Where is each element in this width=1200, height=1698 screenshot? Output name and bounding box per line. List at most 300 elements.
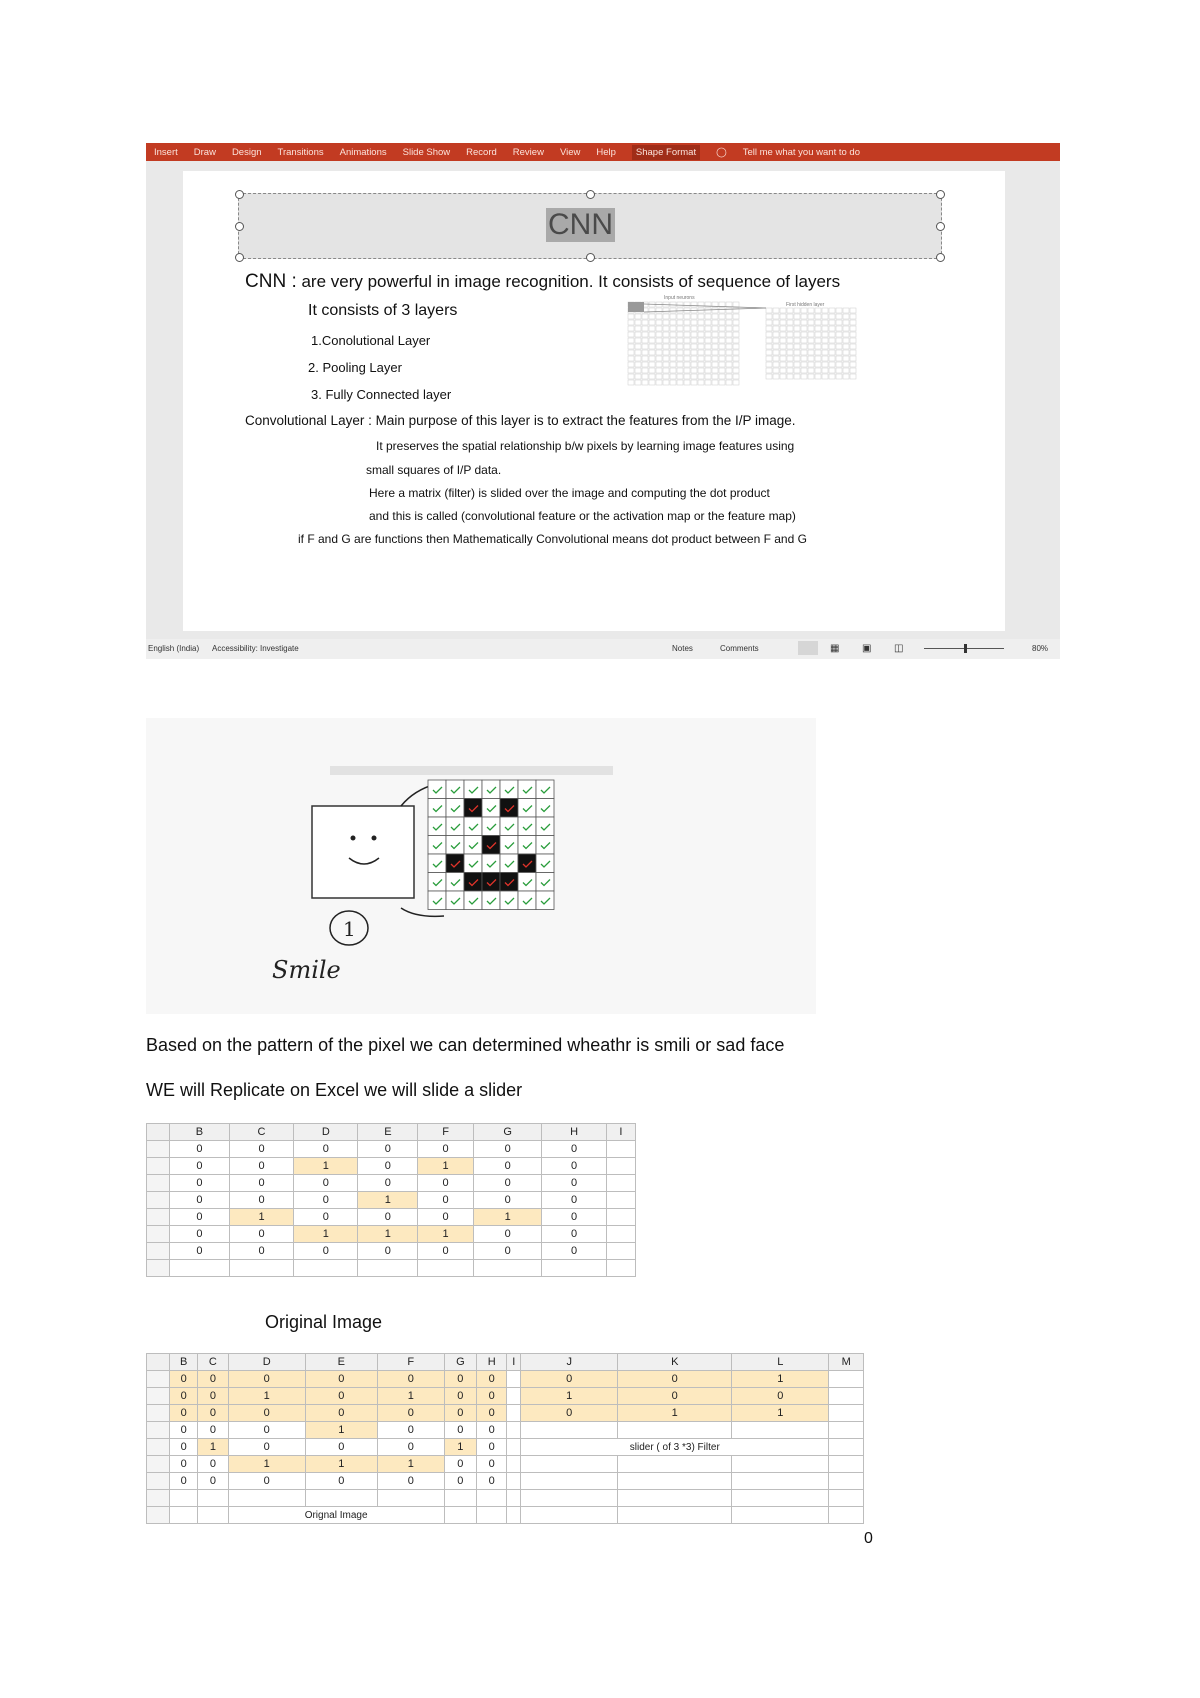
table-cell[interactable]: 0 [542,1158,606,1175]
tab-insert[interactable]: Insert [154,146,178,158]
neuron-cell [670,344,676,349]
resize-handle[interactable] [936,190,945,199]
table-cell[interactable] [732,1490,829,1507]
pixel-cell [518,836,536,855]
neuron-cell [628,380,634,385]
table-cell[interactable]: 1 [228,1388,305,1405]
table-cell[interactable]: 0 [229,1226,293,1243]
row-header[interactable] [147,1141,170,1158]
table-cell[interactable]: 1 [198,1439,228,1456]
column-header[interactable]: K [618,1354,732,1371]
table-cell[interactable]: 0 [418,1209,474,1226]
neuron-cell [794,356,800,361]
table-cell[interactable] [732,1456,829,1473]
table-cell[interactable] [829,1371,864,1388]
table-cell[interactable]: 0 [170,1405,198,1422]
drawing-canvas [146,718,816,1014]
row-header[interactable] [147,1405,170,1422]
table-cell[interactable] [829,1456,864,1473]
neuron-cell [815,332,821,337]
neuron-cell [766,362,772,367]
table-cell[interactable] [473,1260,542,1277]
table-cell[interactable]: 0 [418,1141,474,1158]
slideshow-icon[interactable]: ◫ [894,643,904,654]
table-cell[interactable]: 0 [521,1405,618,1422]
table-cell[interactable]: 0 [358,1243,418,1260]
column-header[interactable]: M [829,1354,864,1371]
table-cell[interactable]: 0 [170,1158,230,1175]
status-bar [146,639,1060,659]
table-row [147,1388,864,1405]
column-header[interactable]: C [198,1354,228,1371]
table-cell[interactable]: 0 [228,1473,305,1490]
table-cell[interactable]: 1 [228,1456,305,1473]
zoom-thumb[interactable] [964,644,967,653]
table-cell[interactable]: 1 [294,1226,358,1243]
row-header[interactable] [147,1226,170,1243]
column-header[interactable]: B [170,1354,198,1371]
table-cell[interactable]: 0 [444,1405,476,1422]
neuron-cell [843,356,849,361]
table-cell[interactable]: 0 [444,1371,476,1388]
table-cell[interactable]: 0 [377,1405,444,1422]
tab-shape-format[interactable]: Shape Format [632,145,700,160]
table-cell[interactable]: 0 [229,1141,293,1158]
table-cell[interactable] [377,1490,444,1507]
table-cell[interactable]: 0 [732,1388,829,1405]
neuron-cell [843,374,849,379]
tab-animations[interactable]: Animations [339,146,387,158]
table-cell[interactable]: 0 [473,1226,542,1243]
table-cell[interactable]: 1 [473,1209,542,1226]
table-cell[interactable] [521,1473,618,1490]
table-cell[interactable]: 0 [305,1405,377,1422]
table-cell[interactable]: 0 [305,1371,377,1388]
pixel-cell [500,854,518,873]
table-cell[interactable]: 0 [294,1243,358,1260]
table-cell[interactable] [170,1260,230,1277]
table-cell[interactable] [477,1507,507,1524]
row-header[interactable] [147,1422,170,1439]
comments-button[interactable]: Comments [720,644,759,653]
tab-record[interactable]: Record [466,146,497,158]
table-cell[interactable]: 0 [294,1141,358,1158]
table-cell[interactable]: 0 [542,1141,606,1158]
column-header[interactable]: G [473,1124,542,1141]
table-cell[interactable]: 0 [542,1209,606,1226]
table-cell[interactable]: 0 [477,1473,507,1490]
table-cell[interactable] [294,1260,358,1277]
result-value: 0 [864,1530,873,1547]
resize-handle[interactable] [936,253,945,262]
row-header[interactable] [147,1209,170,1226]
table-cell[interactable] [228,1490,305,1507]
table-cell[interactable]: 0 [305,1473,377,1490]
row-header[interactable] [147,1243,170,1260]
receptive-field [628,302,644,312]
neuron-cell [850,308,856,313]
table-cell[interactable] [521,1490,618,1507]
table-cell[interactable] [606,1141,635,1158]
table-cell[interactable]: 0 [229,1192,293,1209]
column-header[interactable]: B [170,1124,230,1141]
neuron-cell [780,344,786,349]
table-cell[interactable]: 0 [229,1175,293,1192]
table-cell[interactable]: 0 [618,1371,732,1388]
tab-view[interactable]: View [559,146,581,158]
neuron-cell [815,338,821,343]
table-cell[interactable]: 0 [198,1405,228,1422]
table-cell[interactable]: 0 [477,1371,507,1388]
bottom-label[interactable]: Orignal Image [228,1507,444,1524]
table-cell[interactable]: 0 [294,1175,358,1192]
table-cell[interactable] [829,1388,864,1405]
table-cell[interactable]: 0 [542,1192,606,1209]
column-header[interactable]: G [444,1354,476,1371]
tab-review[interactable]: Review [512,146,544,158]
table-cell[interactable] [229,1260,293,1277]
table-cell[interactable] [305,1490,377,1507]
corner-cell[interactable] [147,1124,170,1141]
table-cell[interactable] [618,1456,732,1473]
table-cell[interactable] [829,1422,864,1439]
table-cell[interactable]: 0 [477,1439,507,1456]
table-cell[interactable]: 0 [358,1158,418,1175]
neuron-cell [766,332,772,337]
table-cell[interactable]: 1 [358,1226,418,1243]
table-cell[interactable]: 0 [444,1422,476,1439]
neuron-cell [677,302,683,307]
table-cell[interactable] [618,1473,732,1490]
neuron-cell [691,362,697,367]
tab-design[interactable]: Design [231,146,262,158]
neuron-cell [712,374,718,379]
table-cell[interactable]: 1 [305,1422,377,1439]
filter-label[interactable]: slider ( of 3 *3) Filter [521,1439,829,1456]
tab-slide-show[interactable]: Slide Show [402,146,451,158]
table-cell[interactable]: 1 [732,1405,829,1422]
neuron-cell [628,338,634,343]
table-cell[interactable]: 0 [170,1209,230,1226]
table-cell[interactable]: 0 [473,1158,542,1175]
table-cell[interactable]: 1 [444,1439,476,1456]
table-cell[interactable] [418,1260,474,1277]
column-header[interactable]: H [542,1124,606,1141]
table-cell[interactable] [521,1422,618,1439]
table-cell[interactable]: 0 [170,1473,198,1490]
resize-handle[interactable] [586,253,595,262]
neuron-cell [656,374,662,379]
neuron-cell [719,326,725,331]
resize-handle[interactable] [235,190,244,199]
powerpoint-screenshot [146,143,1060,659]
table-cell[interactable]: 0 [542,1226,606,1243]
table-cell[interactable]: 0 [198,1388,228,1405]
row-header[interactable] [147,1473,170,1490]
neuron-cell [663,320,669,325]
neuron-cell [628,368,634,373]
column-header[interactable]: J [521,1354,618,1371]
table-cell[interactable]: 0 [229,1158,293,1175]
table-cell[interactable]: 0 [198,1422,228,1439]
table-cell[interactable]: 1 [618,1405,732,1422]
neuron-cell [850,344,856,349]
column-header[interactable]: D [228,1354,305,1371]
table-cell[interactable] [507,1388,521,1405]
table-cell[interactable]: 0 [170,1226,230,1243]
neuron-cell [726,350,732,355]
table-cell[interactable]: 0 [229,1243,293,1260]
column-header[interactable]: L [732,1354,829,1371]
table-cell[interactable]: 0 [228,1405,305,1422]
normal-view-icon[interactable] [798,641,818,655]
table-cell[interactable]: 0 [542,1243,606,1260]
column-header[interactable]: I [507,1354,521,1371]
table-cell[interactable]: 0 [294,1209,358,1226]
table-cell[interactable]: 0 [228,1422,305,1439]
row-header[interactable] [147,1158,170,1175]
neuron-cell [642,332,648,337]
neuron-cell [649,356,655,361]
table-cell[interactable]: 1 [521,1388,618,1405]
row-header[interactable] [147,1507,170,1524]
table-cell[interactable] [829,1405,864,1422]
table-cell[interactable] [198,1490,228,1507]
column-header[interactable]: C [229,1124,293,1141]
tab-draw[interactable]: Draw [193,146,216,158]
table-cell[interactable]: 1 [377,1388,444,1405]
table-cell[interactable]: 0 [170,1388,198,1405]
table-cell[interactable]: 0 [473,1192,542,1209]
table-cell[interactable] [521,1456,618,1473]
resize-handle[interactable] [235,222,244,231]
table-cell[interactable]: 1 [229,1209,293,1226]
table-cell[interactable] [507,1439,521,1456]
table-cell[interactable]: 0 [358,1175,418,1192]
neuron-cell [780,308,786,313]
table-cell[interactable]: 1 [418,1226,474,1243]
table-cell[interactable] [618,1490,732,1507]
column-header[interactable]: H [477,1354,507,1371]
neuron-cell [670,374,676,379]
tab-help[interactable]: Help [596,146,616,158]
neuron-cell [801,308,807,313]
pixel-cell [464,873,482,892]
resize-handle[interactable] [586,190,595,199]
eye-right [372,836,377,841]
table-cell[interactable]: 0 [377,1473,444,1490]
neuron-cell [794,308,800,313]
table-cell[interactable] [507,1507,521,1524]
table-cell[interactable] [829,1507,864,1524]
table-cell[interactable] [606,1192,635,1209]
table-cell[interactable]: 0 [444,1456,476,1473]
neuron-cell [663,368,669,373]
table-cell[interactable]: 0 [618,1388,732,1405]
table-cell[interactable] [507,1422,521,1439]
neuron-cell [836,368,842,373]
table-cell[interactable] [521,1507,618,1524]
table-cell[interactable]: 0 [521,1371,618,1388]
table-cell[interactable]: 0 [377,1371,444,1388]
intro-line [245,271,840,293]
column-header[interactable]: I [606,1124,635,1141]
table-cell[interactable]: 0 [170,1175,230,1192]
neuron-cell [801,344,807,349]
table-cell[interactable] [507,1473,521,1490]
table-cell[interactable]: 1 [294,1158,358,1175]
neuron-cell [808,350,814,355]
corner-cell[interactable] [147,1354,170,1371]
table-cell[interactable]: 0 [305,1439,377,1456]
table-cell[interactable] [507,1405,521,1422]
column-header[interactable]: F [418,1124,474,1141]
table-cell[interactable]: 0 [170,1439,198,1456]
table-cell[interactable]: 0 [377,1422,444,1439]
slide-canvas[interactable] [183,171,1005,631]
row-header[interactable] [147,1388,170,1405]
row-header[interactable] [147,1439,170,1456]
table-cell[interactable]: 0 [444,1388,476,1405]
table-cell[interactable]: 0 [473,1175,542,1192]
reading-view-icon[interactable]: ▣ [862,643,872,654]
tell-me-search[interactable]: Tell me what you want to do [742,146,860,158]
table-cell[interactable]: 0 [473,1243,542,1260]
neuron-cell [663,380,669,385]
table-cell[interactable]: 0 [170,1141,230,1158]
column-header[interactable]: F [377,1354,444,1371]
table-cell[interactable] [606,1175,635,1192]
table-cell[interactable]: 0 [170,1192,230,1209]
table-cell[interactable]: 0 [477,1388,507,1405]
tab-transitions[interactable]: Transitions [277,146,324,158]
column-header[interactable]: E [358,1124,418,1141]
neuron-cell [794,338,800,343]
table-cell[interactable] [507,1371,521,1388]
neuron-cell [801,320,807,325]
column-header[interactable]: D [294,1124,358,1141]
table-cell[interactable]: 0 [418,1243,474,1260]
table-cell[interactable] [732,1507,829,1524]
table-cell[interactable]: 0 [170,1422,198,1439]
table-cell[interactable] [829,1439,864,1456]
neuron-cell [656,338,662,343]
table-cell[interactable]: 0 [358,1209,418,1226]
table-cell[interactable] [507,1490,521,1507]
neuron-cell [649,308,655,313]
table-cell[interactable]: 0 [294,1192,358,1209]
table-cell[interactable] [358,1260,418,1277]
table-cell[interactable] [170,1507,198,1524]
slide-sorter-icon[interactable]: ▦ [830,643,840,654]
table-cell[interactable]: 0 [477,1456,507,1473]
table-cell[interactable]: 0 [198,1473,228,1490]
row-header[interactable] [147,1371,170,1388]
table-cell[interactable]: 0 [477,1422,507,1439]
table-cell[interactable] [198,1507,228,1524]
table-cell[interactable] [829,1473,864,1490]
table-row [147,1141,636,1158]
table-cell[interactable] [829,1490,864,1507]
neuron-cell [712,320,718,325]
original-image-label: Original Image [265,1312,383,1332]
table-cell[interactable]: 1 [377,1456,444,1473]
table-cell[interactable]: 0 [228,1371,305,1388]
table-cell[interactable]: 0 [198,1371,228,1388]
table-cell[interactable] [606,1260,635,1277]
notes-button[interactable]: Notes [672,644,693,653]
table-cell[interactable] [606,1226,635,1243]
table-cell[interactable] [477,1490,507,1507]
neuron-cell [656,380,662,385]
table-cell[interactable] [618,1422,732,1439]
neuron-cell [787,308,793,313]
neuron-cell [829,356,835,361]
accessibility-status[interactable]: Accessibility: Investigate [212,644,299,653]
table-cell[interactable] [732,1422,829,1439]
neuron-cell [677,314,683,319]
table-cell[interactable]: 0 [377,1439,444,1456]
column-header[interactable]: E [305,1354,377,1371]
table-cell[interactable] [618,1507,732,1524]
pixel-cell [482,891,500,910]
table-cell[interactable]: 0 [473,1141,542,1158]
neuron-cell [656,356,662,361]
row-header[interactable] [147,1260,170,1277]
language-status[interactable]: English (India) [148,644,200,653]
title-placeholder[interactable] [238,193,942,259]
table-cell[interactable]: 0 [228,1439,305,1456]
table-cell[interactable] [606,1243,635,1260]
table-cell[interactable]: 0 [477,1405,507,1422]
table-cell[interactable] [444,1490,476,1507]
table-cell[interactable]: 0 [418,1192,474,1209]
neuron-cell [642,314,648,319]
neuron-cell [836,320,842,325]
table-cell[interactable]: 0 [418,1175,474,1192]
row-header[interactable] [147,1456,170,1473]
table-cell[interactable]: 0 [198,1456,228,1473]
table-cell[interactable]: 0 [170,1456,198,1473]
resize-handle[interactable] [235,253,244,262]
neuron-cell [794,362,800,367]
neuron-cell [822,356,828,361]
table-cell[interactable]: 0 [358,1141,418,1158]
table-cell[interactable] [606,1158,635,1175]
table-cell[interactable] [507,1456,521,1473]
resize-handle[interactable] [936,222,945,231]
table-cell[interactable]: 1 [358,1192,418,1209]
row-header[interactable] [147,1175,170,1192]
table-cell[interactable]: 1 [732,1371,829,1388]
row-header[interactable] [147,1192,170,1209]
table-cell[interactable]: 1 [418,1158,474,1175]
table-cell[interactable] [170,1490,198,1507]
table-cell[interactable]: 0 [170,1243,230,1260]
row-header[interactable] [147,1490,170,1507]
neuron-cell [850,320,856,325]
table-cell[interactable]: 0 [542,1175,606,1192]
table-cell[interactable] [542,1260,606,1277]
zoom-level[interactable]: 80% [1032,644,1049,653]
table-cell[interactable]: 0 [444,1473,476,1490]
table-cell[interactable] [444,1507,476,1524]
table-cell[interactable] [732,1473,829,1490]
table-cell[interactable]: 0 [170,1371,198,1388]
table-cell[interactable] [606,1209,635,1226]
table-cell[interactable]: 0 [305,1388,377,1405]
table-cell[interactable]: 1 [305,1456,377,1473]
